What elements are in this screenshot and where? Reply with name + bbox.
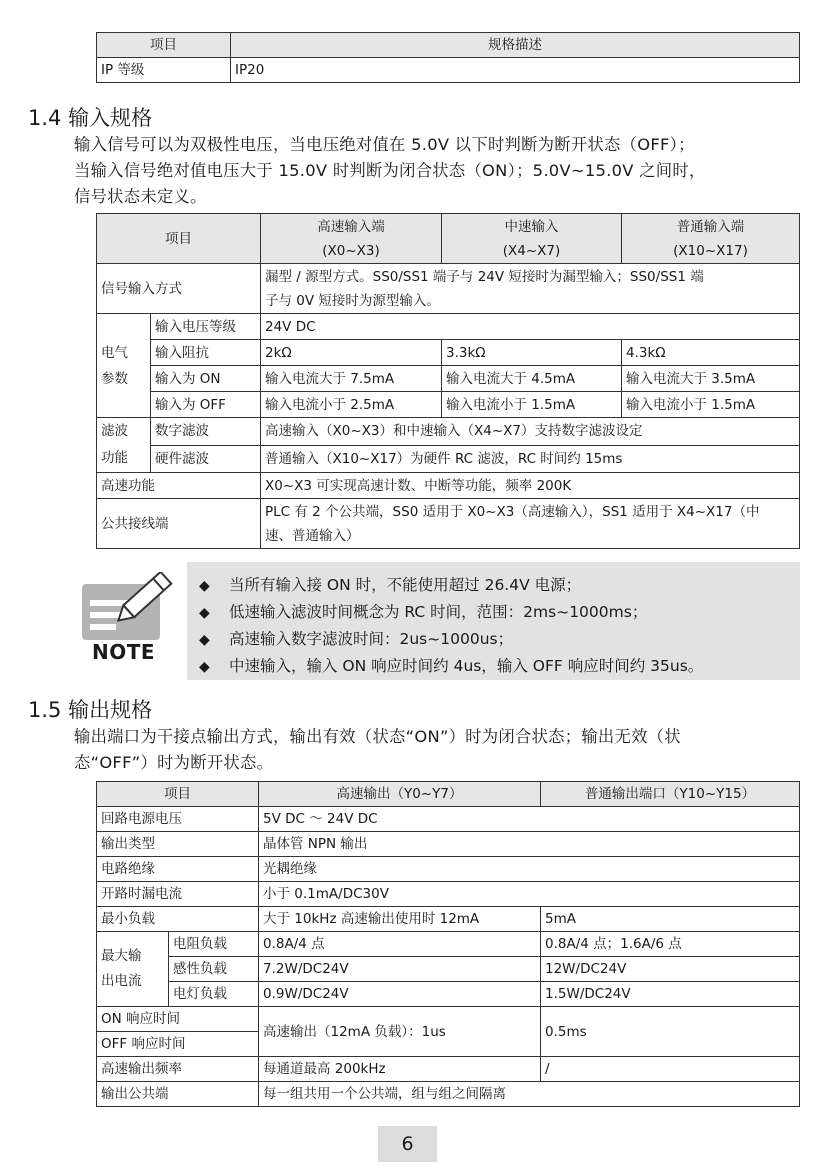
ip-level-value: IP20 [231,58,800,83]
input-intro-line: 信号状态未定义。 [74,187,207,206]
input-intro-paragraph [74,132,802,210]
max-current-line2: 出电流 [101,973,142,989]
section-title-output: 1.5 输出规格 [28,698,153,722]
diamond-bullet-icon: ◆ [199,605,210,621]
input-off-label: 输入为 OFF [151,392,261,418]
electrical-group-line2: 参数 [101,370,128,387]
ip-table-header-spec: 规格描述 [231,33,800,58]
inductive-load-high: 7.2W/DC24V [259,957,541,982]
page-number: 6 [378,1126,437,1162]
lamp-load-label: 电灯负载 [169,982,259,1007]
ip-level-label: IP 等级 [97,58,231,83]
lamp-load-high: 0.9W/DC24V [259,982,541,1007]
signal-mode-label: 信号输入方式 [97,264,261,314]
diamond-bullet-icon: ◆ [199,578,210,594]
note-list [187,562,800,680]
hs-frequency-label: 高速输出频率 [97,1057,259,1082]
hardware-filter-value: 普通输入（X10~X17）为硬件 RC 滤波，RC 时间约 15ms [261,445,800,473]
note-item [199,653,800,680]
lamp-load-normal: 1.5W/DC24V [541,982,800,1007]
section-title-input: 1.4 输入规格 [28,106,153,130]
diamond-bullet-icon: ◆ [199,659,210,675]
note-item-text: 当所有输入接 ON 时，不能使用超过 26.4V 电源； [229,576,582,594]
note-item-text: 高速输入数字滤波时间：2us~1000us； [229,630,514,648]
max-current-group-label [97,932,169,1007]
output-intro-paragraph [74,724,802,776]
resistive-load-label: 电阻负载 [169,932,259,957]
input-intro-line: 输入信号可以为双极性电压，当电压绝对值在 5.0V 以下时判断为断开状态（OFF）； [74,135,695,154]
on-response-label: ON 响应时间 [97,1007,259,1032]
input-voltage-value: 24V DC [261,314,800,340]
signal-mode-line1: 漏型 / 源型方式。SS0/SS1 端子与 24V 短接时为漏型输入；SS0/SS1 端 [265,268,704,285]
hardware-filter-label: 硬件滤波 [151,445,261,473]
note-item-text: 低速输入滤波时间概念为 RC 时间，范围：2ms~1000ms； [229,603,648,621]
input-on-normal: 输入电流大于 3.5mA [622,366,800,392]
input-voltage-label: 输入电压等级 [151,314,261,340]
supply-voltage-value: 5V DC ～ 24V DC [259,807,800,832]
filter-group-line1: 滤波 [101,423,128,439]
common-terminal-line2: 速、普通输入） [265,527,360,544]
highspeed-function-label: 高速功能 [97,473,261,499]
filter-group-label [97,418,151,473]
hs-frequency-high: 每通道最高 200kHz [259,1057,541,1082]
signal-mode-line2: 子与 0V 短接时为源型输入。 [265,292,440,309]
note-item-text: 中速输入，输入 ON 响应时间约 4us，输入 OFF 响应时间约 35us。 [229,657,704,675]
input-header-mid-line2: (X4~X7) [502,242,561,259]
filter-group-line2: 功能 [101,450,128,466]
signal-mode-value [261,264,800,314]
response-normal: 0.5ms [541,1007,800,1057]
note-item [199,626,800,653]
input-header-normal-line1: 普通输入端 [676,218,745,235]
output-header-normal: 普通输出端口（Y10~Y15） [541,782,800,807]
electrical-group-line1: 电气 [101,344,128,361]
output-common-label: 输出公共端 [97,1082,259,1107]
diamond-bullet-icon: ◆ [199,632,210,648]
isolation-value: 光耦绝缘 [259,857,800,882]
digital-filter-value: 高速输入（X0~X3）和中速输入（X4~X7）支持数字滤波设定 [261,418,800,446]
supply-voltage-label: 回路电源电压 [97,807,259,832]
output-intro-line: 输出端口为干接点输出方式，输出有效（状态“ON”）时为闭合状态；输出无效（状 [74,727,681,746]
off-response-label: OFF 响应时间 [97,1032,259,1057]
common-terminal-value [261,499,800,549]
input-spec-table [96,213,800,549]
input-off-normal: 输入电流小于 1.5mA [622,392,800,418]
output-spec-table [96,781,800,1107]
input-header-high-line1: 高速输入端 [317,218,385,235]
input-intro-line: 当输入信号绝对值电压大于 15.0V 时判断为闭合状态（ON）；5.0V~15.0V 之间时， [74,161,706,180]
input-header-high [261,214,442,264]
input-on-label: 输入为 ON [151,366,261,392]
input-header-normal [622,214,800,264]
input-off-high: 输入电流小于 2.5mA [261,392,442,418]
resistive-load-high: 0.8A/4 点 [259,932,541,957]
inductive-load-normal: 12W/DC24V [541,957,800,982]
leakage-value: 小于 0.1mA/DC30V [259,882,800,907]
ip-table-header-item: 项目 [97,33,231,58]
impedance-normal: 4.3kΩ [622,340,800,366]
impedance-mid: 3.3kΩ [442,340,622,366]
input-on-mid: 输入电流大于 4.5mA [442,366,622,392]
input-header-mid-line1: 中速输入 [504,218,559,235]
common-terminal-line1: PLC 有 2 个公共端，SS0 适用于 X0~X3（高速输入），SS1 适用于 X4~X17（中 [265,503,760,520]
min-load-high: 大于 10kHz 高速输出使用时 12mA [259,907,541,932]
output-type-value: 晶体管 NPN 输出 [259,832,800,857]
output-intro-line: 态“OFF”）时为断开状态。 [74,753,274,772]
min-load-label: 最小负载 [97,907,259,932]
note-box [187,562,800,680]
note-item [199,599,800,626]
note-label: NOTE [92,640,156,664]
leakage-label: 开路时漏电流 [97,882,259,907]
output-header-high: 高速输出（Y0~Y7） [259,782,541,807]
inductive-load-label: 感性负载 [169,957,259,982]
output-type-label: 输出类型 [97,832,259,857]
highspeed-function-value: X0~X3 可实现高速计数、中断等功能，频率 200K [261,473,800,499]
digital-filter-label: 数字滤波 [151,418,261,446]
input-header-mid [442,214,622,264]
input-header-item: 项目 [97,214,261,264]
resistive-load-normal: 0.8A/4 点；1.6A/6 点 [541,932,800,957]
electrical-group-label [97,314,151,418]
impedance-high: 2kΩ [261,340,442,366]
input-off-mid: 输入电流小于 1.5mA [442,392,622,418]
note-item [199,572,800,599]
input-impedance-label: 输入阻抗 [151,340,261,366]
input-header-normal-line2: (X10~X17) [673,242,748,259]
response-high: 高速输出（12mA 负载）：1us [259,1007,541,1057]
output-header-item: 项目 [97,782,259,807]
hs-frequency-normal: / [541,1057,800,1082]
isolation-label: 电路绝缘 [97,857,259,882]
input-on-high: 输入电流大于 7.5mA [261,366,442,392]
min-load-normal: 5mA [541,907,800,932]
output-common-value: 每一组共用一个公共端，组与组之间隔离 [259,1082,800,1107]
common-terminal-label: 公共接线端 [97,499,261,549]
input-header-high-line2: (X0~X3) [322,242,380,259]
max-current-line1: 最大输 [101,948,142,964]
ip-table [96,32,800,83]
